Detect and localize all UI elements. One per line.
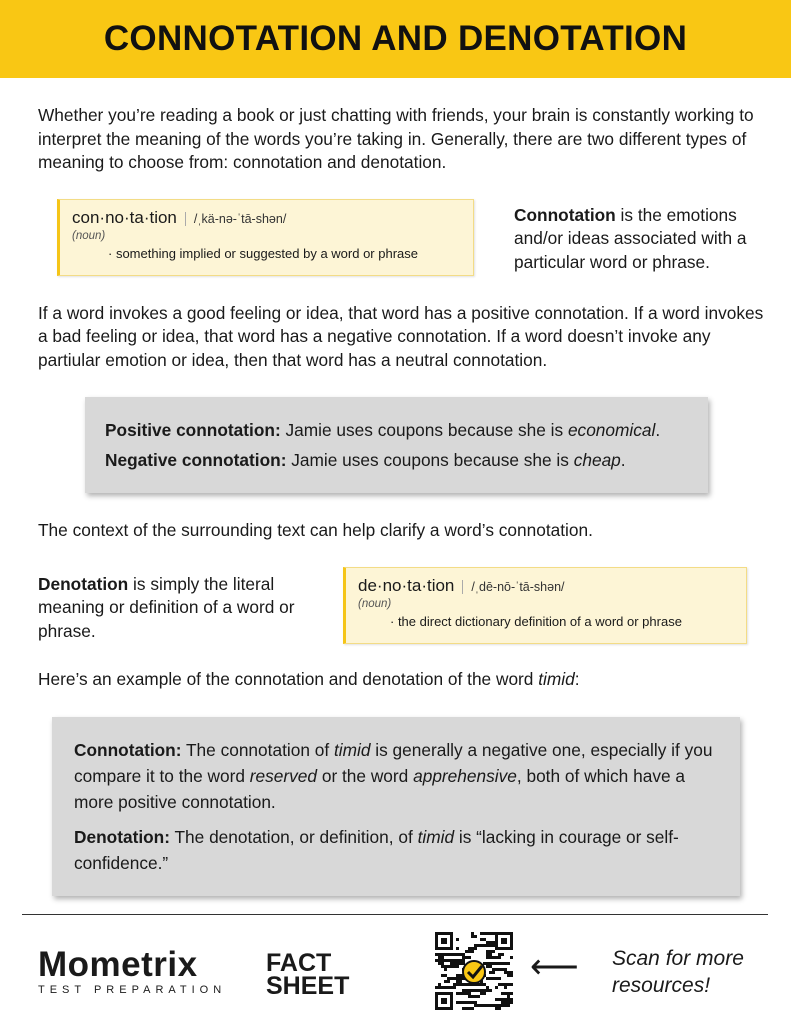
qr-code[interactable]	[435, 932, 513, 1010]
denotation-description: Denotation is simply the literal meaning or definition of a word or phrase.	[38, 573, 295, 641]
intro-paragraph: Whether you’re reading a book or just chatting with friends, your brain is constantly working to interpret the meaning of the words you’re taking in. Generally, there are two different types of meaning to choose from: connotation and denotation.	[38, 105, 754, 172]
connotation-definition-card	[57, 199, 474, 276]
context-paragraph: The context of the surrounding text can help clarify a word’s connotation.	[38, 520, 593, 540]
footer-divider	[22, 914, 768, 915]
pronunciation: /ˌdē-nō-ˈtā-shən/	[462, 580, 564, 594]
check-icon	[463, 961, 485, 983]
dictionary-word: de·no·ta·tion	[358, 575, 455, 595]
term: Connotation	[514, 204, 616, 225]
pronunciation: /ˌkä-nə-ˈtā-shən/	[185, 212, 286, 226]
denotation-row	[38, 567, 761, 644]
positive-example: Positive connotation: Jamie uses coupons because she is economical.	[105, 420, 661, 440]
connotation-example: Connotation: The connotation of timid is generally a negative one, especially if you compare it to the word reserved or the word apprehensive, both of which have a more positive connotation.	[74, 740, 713, 812]
dictionary-word: con·no·ta·tion	[72, 207, 177, 227]
negative-example: Negative connotation: Jamie uses coupons because she is cheap.	[105, 450, 626, 470]
fact-sheet-label: FACT SHEET	[266, 949, 350, 1000]
connotation-types-paragraph: If a word invokes a good feeling or idea, that word has a positive connotation. If a word invokes a bad feeling or idea, that word has a negative connotation. If a word doesn’t invoke any partiular emotion or idea, then that word has a neutral connotation.	[38, 302, 764, 370]
timid-example-box	[52, 717, 740, 896]
header-banner	[0, 0, 791, 78]
connotation-example-box	[85, 397, 708, 493]
definition: · something implied or suggested by a word or phrase	[108, 245, 418, 261]
connotation-row	[57, 199, 761, 276]
main-content	[0, 78, 791, 896]
mometrix-logo: Mometrix TEST PREPARATION	[38, 945, 227, 996]
connotation-description	[514, 204, 761, 275]
example-intro: Here’s an example of the connotation and denotation of the word timid:	[38, 668, 580, 689]
description-text: is the emotions and/or ideas associated with a particular word or phrase.	[514, 204, 747, 272]
part-of-speech: (noun)	[358, 597, 392, 610]
denotation-example: Denotation: The denotation, or definition, of timid is “lacking in courage or self-confidence.”	[74, 827, 679, 873]
page-title: CONNOTATION AND DENOTATION	[103, 19, 688, 58]
denotation-definition-card	[343, 567, 747, 644]
definition: · the direct dictionary definition of a word or phrase	[390, 613, 682, 629]
footer	[0, 914, 791, 1024]
scan-prompt: Scan for more resources!	[612, 947, 744, 997]
part-of-speech: (noun)	[72, 229, 106, 242]
arrow-left-icon: ⟵	[530, 948, 579, 986]
